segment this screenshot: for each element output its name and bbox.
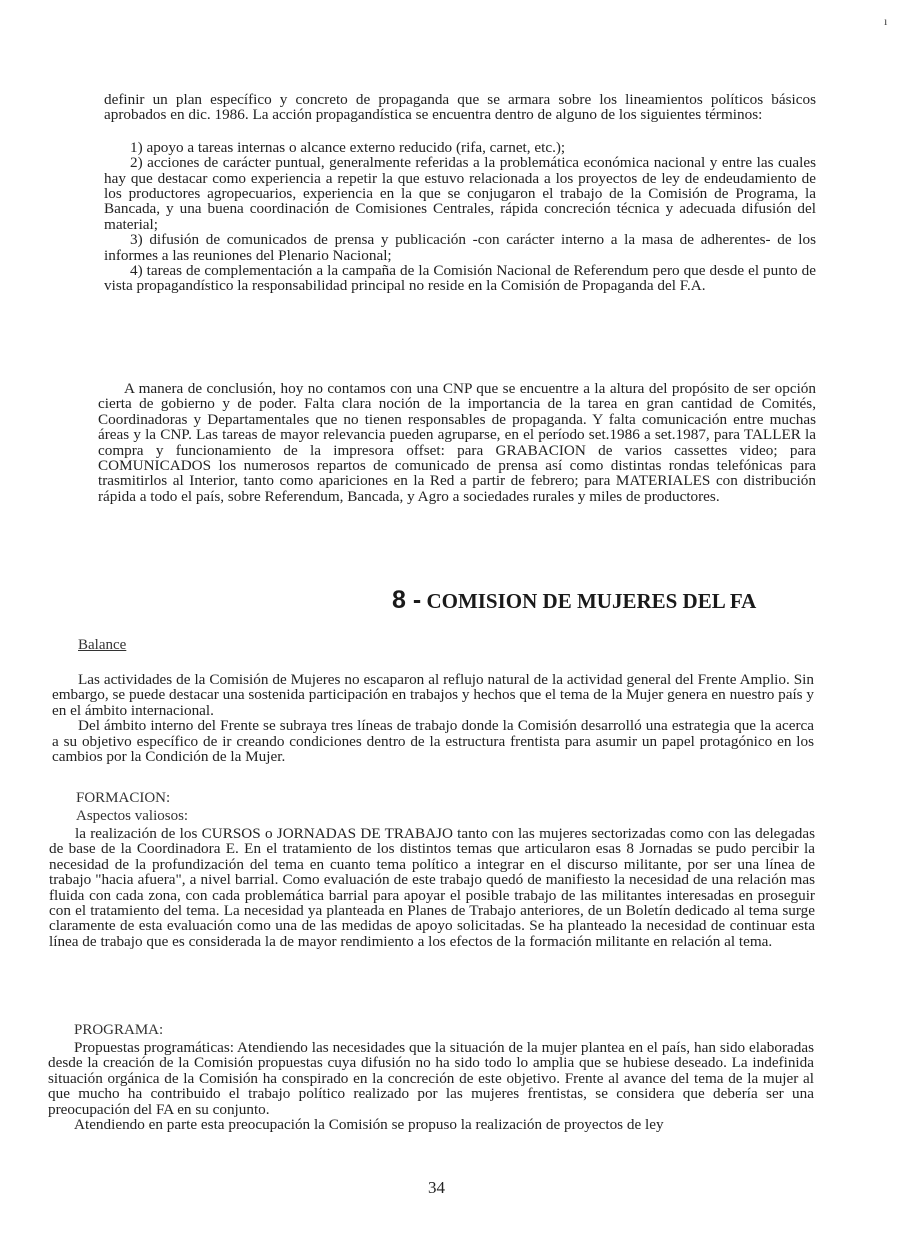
formacion-block [49, 826, 815, 949]
list-item-3: 3) difusión de comunicados de prensa y publicación -con carácter interno a la masa de adherentes- de los informes a las reuniones del Plenario Nacional; [104, 231, 816, 264]
list-item-2: 2) acciones de carácter puntual, generalmente referidas a la problemática económica nacional y entre las cuales hay que destacar como experiencia a repetir la que estuvo relacionada a los proyectos de ley de endeudamiento de los productores agropecuarios, experiencia en la que se conjugaron el trabajo de la Comisión de Programa, la Bancada, y una buena coordinación de Comisiones Centrales, rápida concreción técnica y adecuada difusión del material; [104, 154, 816, 233]
section-number: 8 - [392, 586, 422, 614]
formacion-paragraph: la realización de los CURSOS o JORNADAS DE TRABAJO tanto con las mujeres sectorizadas como con las delegadas de base de la Coordinadora E. En el tratamiento de los distintos temas que articularon esas 8 Jornadas se pudo percibir la necesidad de la profundización del tema en cuanto tema político a integrar en el discurso militante, por ser una línea de trabajo "hacia afuera", a nivel barrial. Como evaluación de este trabajo quedó de manifiesto la necesidad de una relación mas fluida con cada zona, con cada problemática barrial para apoyar el posible trabajo de las militantes interesadas en proseguir con el tratamiento del tema. La necesidad ya planteada en Planes de Trabajo anteriores, de un Boletín dedicado al tema surge claramente de esta evaluación como una de las medidas de apoyo solicitadas. Se ha planteado la necesidad de continuar esta línea de trabajo que es considerada la de mayor rendimiento a los efectos de la formación militante en relación al tema. [49, 825, 815, 950]
programa-paragraph: Propuestas programáticas: Atendiendo las necesidades que la situación de la mujer plantea en el país, han sido elaboradas desde la creación de la Comisión propuestas cuya difusión no ha sido todo lo amplia que se hubiese deseado. La indefinida situación orgánica de la Comisión ha conspirado en la concreción de este objetivo. Frente al avance del tema de la mujer al que mucho ha contribuido el trabajo político realizado por las mujeres frentistas, se considera que debería ser una preocupación del FA en su conjunto. [48, 1039, 814, 1118]
conclusion-block [98, 381, 816, 504]
aspectos-label: Aspectos valiosos: [76, 808, 189, 824]
programa-label: PROGRAMA: [74, 1022, 164, 1038]
propaganda-list-block [104, 92, 816, 294]
section-heading [392, 586, 756, 615]
formacion-label: FORMACION: [76, 790, 171, 806]
list-item-1: 1) apoyo a tareas internas o alcance externo reducido (rifa, carnet, etc.); [130, 138, 566, 156]
corner-mark: ı [884, 14, 888, 28]
intro-paragraph: definir un plan específico y concreto de propaganda que se armara sobre los lineamientos políticos básicos aprobados en dic. 1986. La acción propagandística se encuentra dentro de alguno de los siguientes términos: [104, 91, 816, 124]
conclusion-paragraph: A manera de conclusión, hoy no contamos con una CNP que se encuentre a la altura del propósito de ser opción cierta de gobierno y de poder. Falta clara noción de la importancia de la tarea en gran cantidad de Comités, Coordinadoras y Departamentales que no tienen responsables de propaganda. Y falta comunicación entre muchas áreas y la CNP. Las tareas de mayor relevancia pueden agruparse, en el período set.1986 a set.1987, para TALLER la compra y funcionamiento de la impresora offset: para GRABACION de varios cassettes video; para COMUNICADOS los numerosos repartos de comunicado de prensa así como distintas rondas telefónicas para trasmitirlos al Interior, tanto como apariciones en la Red a partir de febrero; para MATERIALES con distribución rápida a todo el país, sobre Referendum, Bancada, y Agro a sociedades rurales y miles de productores. [98, 380, 816, 505]
programa-last-line: Atendiendo en parte esta preocupación la Comisión se propuso la realización de proyectos de ley [74, 1116, 664, 1134]
balance-subheading: Balance [78, 637, 127, 653]
balance-paragraph-2: Del ámbito interno del Frente se subraya tres líneas de trabajo donde la Comisión desarrolló una estrategia que la acerca a su objetivo específico de ir creando condiciones dentro de la estructura frentista para asumir un papel protagónico en los cambios por la Condición de la Mujer. [52, 717, 814, 766]
balance-block [52, 672, 814, 764]
section-title: COMISION DE MUJERES DEL FA [426, 589, 757, 613]
balance-paragraph-1: Las actividades de la Comisión de Mujeres no escaparon al reflujo natural de la actividad general del Frente Amplio. Sin embargo, se puede destacar una sostenida participación en trabajos y hechos que el tema de la Mujer genera en nuestro país y en el ámbito internacional. [52, 671, 814, 719]
list-item-4: 4) tareas de complementación a la campaña de la Comisión Nacional de Referendum pero que desde el punto de vista propagandístico la responsabilidad principal no reside en la Comisión de Propaganda del F.A. [104, 262, 816, 295]
page-number: 34 [428, 1178, 445, 1197]
programa-block [48, 1040, 814, 1132]
